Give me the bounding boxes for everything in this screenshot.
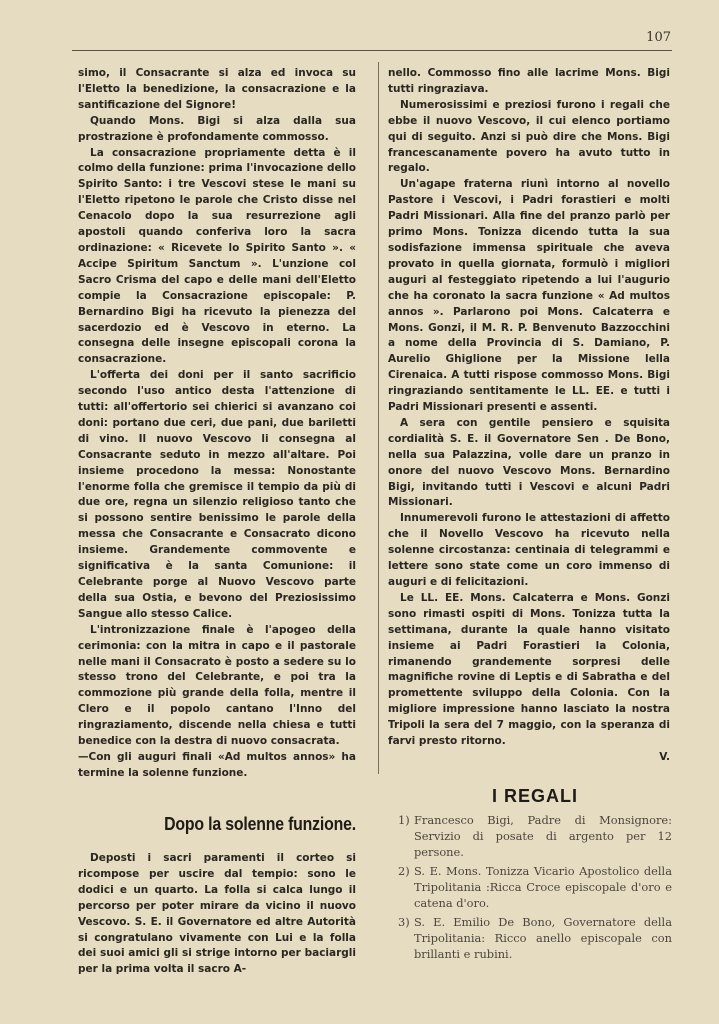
paragraph: Le LL. EE. Mons. Calcaterra e Mons. Gonzi sono rimasti ospiti di Mons. Tonizza tutta la settimana, durante la quale hanno visitato insieme ai Padri Forastieri la Colonia, rimanendo grandemente sorpresi delle magnifiche rovine di Leptis e di Sabratha e del promettente sviluppo della Colonia. Con la migliore impressione hanno lasciato la nostra Tripoli la sera del 7 maggio, con la speranza di farvi presto ritorno.: [388, 591, 670, 748]
paragraph: La consacrazione propriamente detta è il colmo della funzione: prima l'invocazione dello Spirito Santo: i tre Vescovi stese le mani su l'Eletto ripetono le parole che Cristo disse nel Cenacolo dopo la sua resurrezione agli apostoli quando conferiva loro la sacra ordinazione: « Ricevete lo Spirito Santo ». « Accipe Spiritum Sanctum ». L'unzione col Sacro Crisma del capo e delle mani dell'Eletto compie la Consacrazione episcopale: P. Bernardino Bigi ha ricevuto la pienezza del sacerdozio ed è Vescovo in eterno. La consegna delle insegne episcopali corona la consacrazione.: [78, 146, 356, 366]
left-column-section: [78, 851, 356, 978]
list-item: [398, 914, 672, 962]
paragraph: A sera con gentile pensiero e squisita cordialità S. E. il Governatore Sen . De Bono, nella sua Palazzina, volle dare un pranzo in onore del nuovo Vescovo Mons. Bernardino Bigi, invitando tutti i Vescovi e alcuni Padri Missionari.: [388, 416, 670, 509]
paragraph: Un'agape fraterna riunì intorno al novello Pastore i Vescovi, i Padri forastieri e molti Padri Missionari. Alla fine del pranzo parlò per primo Mons. Tonizza dicendo tutta la sua sodisfazione immensa spirituale che aveva provato in quella giornata, formulò i migliori auguri al festeggiato ripetendo a lui l'augurio che ha coronato la sacra funzione « Ad multos annos ». Parlarono poi Mons. Calcaterra e Mons. Gonzi, il M. R. P. Benvenuto Bazzocchini a nome della Provincia di S. Damiano, P. Aurelio Ghiglione per la Missione lella Cirenaica. A tutti rispose commosso Mons. Bigi ringraziando sentitamente le LL. EE. e tutti i Padri Missionari presenti e assenti.: [388, 178, 670, 414]
header-rule: [72, 50, 672, 51]
paragraph: Quando Mons. Bigi si alza dalla sua prostrazione è profondamente commosso.: [78, 114, 356, 143]
paragraph: L'intronizzazione finale è l'apogeo della cerimonia: con la mitra in capo e il pastorale nelle mani il Consacrato è posto a sedere su lo stesso trono del Celebrante, e poi tra la commozione più grande della folla, mentre il Clero e il popolo cantano l'Inno del ringraziamento, discende nella chiesa e tutti benedice con la destra di nuovo consacrata.: [78, 623, 356, 748]
page-number: 107: [646, 30, 671, 45]
list-item-number: 2): [398, 864, 410, 878]
list-item-text: Francesco Bigi, Padre di Monsignore: Servizio di posate di argento per 12 persone.: [414, 813, 672, 859]
paragraph: Innumerevoli furono le attestazioni di affetto che il Novello Vescovo ha ricevuto nella solenne circostanza: centinaia di telegrammi e lettere sono state come un coro immenso di auguri e di felicitazioni.: [388, 512, 670, 588]
column-divider: [378, 62, 379, 774]
paragraph: Numerosissimi e preziosi furono i regali che ebbe il nuovo Vescovo, il cui elenco portiamo qui di seguito. Anzi si può dire che Mons. Bigi francescanamente povero ha avuto tutto in regalo.: [388, 98, 670, 175]
paragraph: L'offerta dei doni per il santo sacrificio secondo l'uso antico desta l'attenzione di tutti: all'offertorio sei chierici si avanzano coi doni: portano due ceri, due pani, due bariletti di vino. Il nuovo Vescovo li consegna al Consacrante seduto in mezzo all'altare. Poi insieme procedono la messa: Nonostante l'enorme folla che gremisce il tempio da più di due ore, regna un silenzio religioso tanto che si possono sentire benissimo le parole della messa che Consacrante e Consacrato dicono insieme. Grandemente commovente e significativa è la santa Comunione: il Celebrante porge al Nuovo Vescovo parte della sua Ostia, e bevono del Preziosissimo Sangue allo stesso Calice.: [78, 369, 356, 620]
list-item-number: 3): [398, 915, 410, 929]
list-item-text: S. E. Emilio De Bono, Governatore della Tripolitania: Ricco anello episcopale con brillanti e rubini.: [414, 915, 672, 961]
list-item: [398, 863, 672, 911]
section-heading: Dopo la solenne funzione.: [164, 814, 356, 834]
paragraph: nello. Commosso fino alle lacrime Mons. Bigi tutti ringraziava.: [388, 67, 670, 95]
signature: V.: [659, 750, 670, 763]
regali-heading: I REGALI: [491, 786, 578, 806]
paragraph: —Con gli auguri finali «Ad multos annos» ha termine la solenne funzione.: [78, 750, 356, 779]
paragraph: Deposti i sacri paramenti il corteo si ricompose per uscire dal tempio: sono le dodici e un quarto. La folla si calca lungo il percorso per poter mirare da vicino il nuovo Vescovo. S. E. il Governatore ed altre Autorità si congratulano vivamente con Lui e la folla dei suoi amici gli si strige intorno per baciargli per la prima volta il sacro A-: [78, 852, 356, 976]
right-column: [388, 66, 670, 766]
list-item-text: S. E. Mons. Tonizza Vicario Apostolico della Tripolitania :Ricca Croce episcopale d'oro e catena d'oro.: [414, 864, 672, 910]
paragraph: simo, il Consacrante si alza ed invoca su l'Eletto la benedizione, la consacrazione e la santificazione del Signore!: [78, 67, 356, 111]
list-item-number: 1): [398, 813, 410, 827]
gift-list: [398, 812, 672, 965]
list-item: [398, 812, 672, 860]
left-column: [78, 66, 356, 782]
